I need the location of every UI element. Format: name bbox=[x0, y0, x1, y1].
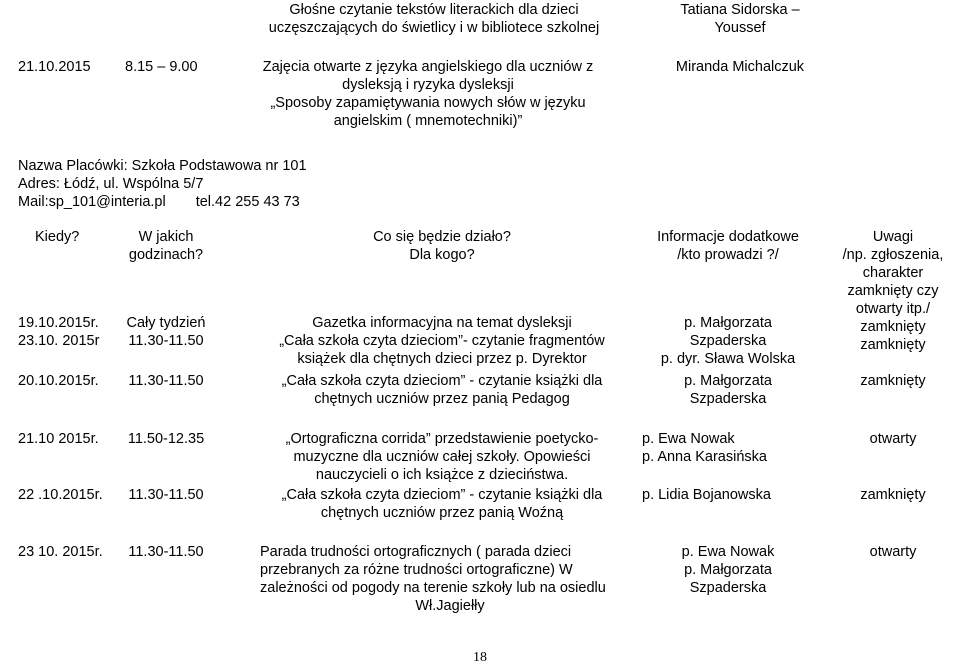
table-row-2-activity bbox=[243, 372, 641, 408]
table-row-3-activity-line-3: nauczycieli o ich książce z dzieciństwa. bbox=[315, 467, 569, 483]
row-2110-activity-line-2: dysleksją i ryzyka dysleksji bbox=[342, 77, 514, 93]
table-row-2-activity-line-1: „Cała szkoła czyta dzieciom” - czytanie książki dla bbox=[281, 373, 603, 389]
table-row-3-date: 21.10 2015r. bbox=[18, 431, 99, 447]
school-address: Adres: Łódź, ul. Wspólna 5/7 bbox=[18, 176, 204, 192]
school-tel: tel.42 255 43 73 bbox=[195, 194, 300, 210]
table-row-1-date-line-1: 19.10.2015r. bbox=[18, 315, 99, 331]
table-row-5-who bbox=[628, 543, 828, 597]
table-row-3-who-line-1: p. Ewa Nowak bbox=[642, 431, 735, 447]
table-row-1-who-line-2: Szpaderska bbox=[689, 333, 767, 349]
top-activity-line-1: Głośne czytanie tekstów literackich dla dzieci bbox=[289, 2, 579, 18]
header-notes-line-1: Uwagi bbox=[872, 229, 914, 245]
table-row-5-activity-line-1: Parada trudności ortograficznych ( parada dzieci bbox=[260, 544, 572, 560]
header-hours bbox=[110, 228, 222, 264]
top-activity-cell bbox=[250, 1, 618, 37]
header-info-line-2: /kto prowadzi ?/ bbox=[677, 247, 779, 263]
table-row-4-who: p. Lidia Bojanowska bbox=[642, 487, 771, 503]
table-row-4-date: 22 .10.2015r. bbox=[18, 487, 103, 503]
top-who-line-1: Tatiana Sidorska – bbox=[680, 2, 800, 18]
header-notes-line-2: /np. zgłoszenia, bbox=[842, 247, 944, 263]
table-row-3-status: otwarty bbox=[869, 431, 917, 447]
page-number: 18 bbox=[473, 650, 487, 665]
header-info-line-1: Informacje dodatkowe bbox=[657, 229, 799, 245]
table-row-1-status bbox=[826, 318, 960, 354]
table-row-1-who-line-1: p. Małgorzata bbox=[684, 315, 772, 331]
header-when: Kiedy? bbox=[35, 229, 80, 245]
school-name: Nazwa Placówki: Szkoła Podstawowa nr 101 bbox=[18, 158, 307, 174]
table-row-1-time-line-2: 11.30-11.50 bbox=[128, 333, 204, 349]
row-2110-activity-line-3: „Sposoby zapamiętywania nowych słów w języku bbox=[270, 95, 586, 111]
top-who-line-2: Youssef bbox=[714, 20, 766, 36]
header-info bbox=[628, 228, 828, 264]
table-row-5-activity bbox=[260, 543, 640, 615]
row-2110-activity-line-4: angielskim ( mnemotechniki)” bbox=[333, 113, 523, 129]
school-contact bbox=[18, 193, 307, 211]
table-row-1-activity bbox=[243, 314, 641, 368]
header-what-line-1: Co się będzie działo? bbox=[373, 229, 511, 245]
table-row-1-who-line-3: p. dyr. Sława Wolska bbox=[660, 351, 796, 367]
table-row-2-who bbox=[628, 372, 828, 408]
table-row-3-activity-line-1: „Ortograficzna corrida” przedstawienie poetycko- bbox=[285, 431, 599, 447]
table-row-3-activity-line-2: muzyczne dla uczniów całej szkoły. Opowieści bbox=[293, 449, 591, 465]
table-row-5-who-line-1: p. Ewa Nowak bbox=[681, 544, 775, 560]
header-what-line-2: Dla kogo? bbox=[409, 247, 475, 263]
row-2110-activity bbox=[230, 58, 626, 130]
header-hours-line-2: godzinach? bbox=[128, 247, 204, 263]
table-row-5-who-line-2: p. Małgorzata bbox=[684, 562, 772, 578]
table-row-2-date: 20.10.2015r. bbox=[18, 373, 99, 389]
table-row-1-time-line-1: Cały tydzień bbox=[126, 315, 206, 331]
table-row-4-activity-line-1: „Cała szkoła czyta dzieciom” - czytanie książki dla bbox=[281, 487, 603, 503]
table-row-1-activity-line-1: Gazetka informacyjna na temat dysleksji bbox=[312, 315, 572, 331]
table-row-1-date-line-2: 23.10. 2015r bbox=[18, 333, 100, 349]
table-row-5-date: 23 10. 2015r. bbox=[18, 544, 103, 560]
table-row-3-who bbox=[642, 430, 828, 466]
school-mail[interactable]: Mail:sp_101@interia.pl bbox=[18, 194, 166, 210]
table-row-4-activity-line-2: chętnych uczniów przez panią Woźną bbox=[320, 505, 564, 521]
school-info bbox=[18, 157, 307, 211]
row-2110-time: 8.15 – 9.00 bbox=[125, 59, 198, 75]
top-activity-line-2: uczęszczających do świetlicy i w bibliotece szkolnej bbox=[268, 20, 600, 36]
table-row-5-activity-line-2: przebranych za różne trudności ortograficzne) W bbox=[260, 562, 573, 578]
table-row-1-activity-line-2: „Cała szkoła czyta dzieciom”- czytanie fragmentów bbox=[279, 333, 605, 349]
header-notes bbox=[826, 228, 960, 318]
table-row-4-activity bbox=[243, 486, 641, 522]
table-row-2-who-line-1: p. Małgorzata bbox=[684, 373, 772, 389]
header-notes-line-3: charakter bbox=[862, 265, 924, 281]
table-row-2-status: zamknięty bbox=[860, 373, 926, 389]
header-notes-line-5: otwarty itp./ bbox=[855, 301, 931, 317]
row-2110-who: Miranda Michalczuk bbox=[675, 59, 805, 75]
table-row-4-status: zamknięty bbox=[860, 487, 926, 503]
table-row-4-time: 11.30-11.50 bbox=[128, 487, 204, 503]
header-what bbox=[243, 228, 641, 264]
table-row-2-time: 11.30-11.50 bbox=[128, 373, 204, 389]
table-row-1-status-line-1: zamknięty bbox=[860, 319, 926, 335]
table-row-5-time: 11.30-11.50 bbox=[128, 544, 204, 560]
table-row-2-who-line-2: Szpaderska bbox=[689, 391, 767, 407]
table-row-1-status-line-2: zamknięty bbox=[860, 337, 926, 353]
table-row-1-activity-line-3: książek dla chętnych dzieci przez p. Dyrektor bbox=[297, 351, 587, 367]
header-hours-line-1: W jakich bbox=[138, 229, 194, 245]
row-2110-activity-line-1: Zajęcia otwarte z języka angielskiego dla uczniów z bbox=[262, 59, 594, 75]
header-notes-line-4: zamknięty czy bbox=[847, 283, 939, 299]
table-row-5-activity-line-4: Wł.Jagiełły bbox=[415, 598, 485, 614]
table-row-5-status: otwarty bbox=[869, 544, 917, 560]
table-row-5-who-line-3: Szpaderska bbox=[689, 580, 767, 596]
table-row-1-time bbox=[110, 314, 222, 350]
table-row-3-activity bbox=[243, 430, 641, 484]
top-who-cell bbox=[650, 1, 830, 37]
table-row-1-date bbox=[18, 314, 99, 350]
table-row-2-activity-line-2: chętnych uczniów przez panią Pedagog bbox=[314, 391, 570, 407]
row-2110-date: 21.10.2015 bbox=[18, 59, 91, 75]
table-row-3-who-line-2: p. Anna Karasińska bbox=[642, 449, 767, 465]
table-row-1-who bbox=[628, 314, 828, 368]
table-row-3-time: 11.50-12.35 bbox=[127, 431, 205, 447]
table-row-5-activity-line-3: zależności od pogody na terenie szkoły lub na osiedlu bbox=[260, 580, 606, 596]
